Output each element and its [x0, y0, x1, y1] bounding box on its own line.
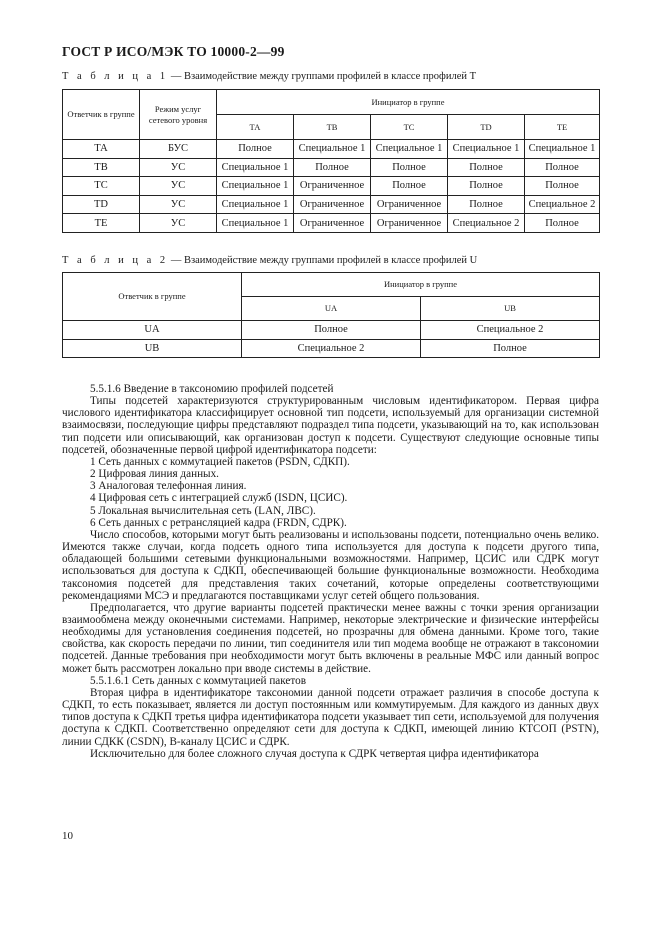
table1-caption-prefix: Т а б л и ц а 1	[62, 71, 169, 82]
table-row	[63, 177, 600, 196]
row-group: ТС	[63, 177, 140, 196]
table-cell: Специальное 1	[371, 140, 448, 159]
table2-initiator-ua: UA	[242, 297, 421, 321]
row-group: UB	[63, 339, 242, 358]
row-mode: УС	[140, 195, 217, 214]
table-cell: Ограниченное	[371, 195, 448, 214]
table-cell: Полное	[371, 158, 448, 177]
table-cell: Полное	[448, 177, 525, 196]
row-group: TD	[63, 195, 140, 214]
table2-initiator-ub: UB	[421, 297, 600, 321]
table-cell: Полное	[525, 177, 600, 196]
table-cell: Полное	[371, 177, 448, 196]
table-cell: Специальное 1	[217, 195, 294, 214]
table-cell: Полное	[421, 339, 600, 358]
paragraph: Число способов, которыми могут быть реализованы и использованы подсети, потенциально очень велико. Имеются также случаи, когда подсеть одного типа используется для доступа к подсети другого типа, обладающей большими сетевыми функциональными возможностями. Например, ЦСИС или СДРК могут использоваться для доступа к СДКП, обеспечивающей большие функциональные возможности. Необходима таксономия подсетей для представления таких сочетаний, которые определены соответствующими рекомендациями МСЭ и предлагаются поставщиками услуг сетей общего пользования.	[62, 528, 599, 602]
list-item: 2 Цифровая линия данных.	[90, 468, 219, 481]
table1-initiator-ta: ТА	[217, 115, 294, 140]
table2	[62, 272, 600, 358]
table-cell: Ограниченное	[294, 177, 371, 196]
table1-header-mode: Режим услуг сетевого уровня	[140, 90, 217, 140]
table-cell: Специальное 1	[217, 214, 294, 233]
table2-caption	[62, 255, 477, 266]
row-mode: УС	[140, 158, 217, 177]
table-cell: Специальное 1	[525, 140, 600, 159]
table1-header-responder: Ответчик в группе	[63, 90, 140, 140]
table-cell: Полное	[448, 158, 525, 177]
paragraph: Исключительно для более сложного случая доступа к СДРК четвертая цифра идентификатора	[90, 747, 539, 760]
table-cell: Специальное 2	[242, 339, 421, 358]
list-item: 5 Локальная вычислительная сеть (LAN, ЛВС).	[90, 504, 316, 517]
row-mode: УС	[140, 214, 217, 233]
table-cell: Специальное 1	[448, 140, 525, 159]
table2-header-initiator: Инициатор в группе	[242, 273, 600, 297]
table1-caption	[62, 71, 476, 82]
table1-initiator-tb: ТВ	[294, 115, 371, 140]
body-text	[62, 383, 599, 760]
list-item: 3 Аналоговая телефонная линия.	[90, 480, 247, 493]
table-row	[63, 214, 600, 233]
table1-initiator-te: ТЕ	[525, 115, 600, 140]
table-row	[63, 321, 600, 340]
table-cell: Специальное 1	[217, 158, 294, 177]
table-row	[63, 339, 600, 358]
row-group: UA	[63, 321, 242, 340]
row-group: ТЕ	[63, 214, 140, 233]
table1-header-initiator: Инициатор в группе	[217, 90, 600, 115]
table-cell: Специальное 2	[421, 321, 600, 340]
table-row	[63, 195, 600, 214]
document-header: ГОСТ Р ИСО/МЭК ТО 10000-2—99	[62, 44, 285, 59]
table-cell: Ограниченное	[294, 195, 371, 214]
table1-initiator-td: TD	[448, 115, 525, 140]
list-item: 6 Сеть данных с ретрансляцией кадра (FRDN, СДРК).	[90, 516, 347, 529]
page-number: 10	[62, 830, 73, 842]
list-item: 4 Цифровая сеть с интеграцией служб (ISDN, ЦСИС).	[90, 492, 348, 505]
table1-initiator-tc: ТС	[371, 115, 448, 140]
row-group: ТВ	[63, 158, 140, 177]
list-item: 1 Сеть данных с коммутацией пакетов (PSDN, СДКП).	[90, 455, 350, 468]
table-cell: Ограниченное	[371, 214, 448, 233]
table-cell: Ограниченное	[294, 214, 371, 233]
table-cell: Специальное 2	[448, 214, 525, 233]
paragraph: Вторая цифра в идентификаторе таксономии данной подсети отражает различия в способе доступа к СДКП, то есть показывает, является ли доступ постоянным или коммутируемым. Для каждого из данных двух типов доступа к СДКП третья цифра идентификатора подсети указывает тип сети, используемой для получения доступа к СДКП. Соответственно определяют сети для доступа к СДКП, имеющей линию КТСОП (PSTN), линии СДКК (CSDN), В-каналу ЦСИС и СДРК.	[62, 686, 599, 748]
table1-caption-text: — Взаимодействие между группами профилей в классе профилей Т	[168, 71, 477, 82]
table-cell: Полное	[525, 214, 600, 233]
table-cell: Полное	[217, 140, 294, 159]
row-mode: БУС	[140, 140, 217, 159]
table-row	[63, 140, 600, 159]
table-cell: Полное	[294, 158, 371, 177]
row-mode: УС	[140, 177, 217, 196]
section-heading-5516: 5.5.1.6 Введение в таксономию профилей подсетей	[90, 383, 334, 395]
table-cell: Специальное 1	[294, 140, 371, 159]
table1	[62, 89, 600, 233]
table-cell: Полное	[448, 195, 525, 214]
table-row	[63, 158, 600, 177]
table-cell: Полное	[525, 158, 600, 177]
paragraph: Предполагается, что другие варианты подсетей практически менее важны с точки зрения организации взаимообмена между оконечными системами. Например, некоторые электрические и физические интерфейсы необходимы для установления соединения подсетей, но прозрачны для обмена данными. Кроме того, такие свойства, как скорость передачи по линии, тип соединителя или тип модема вообще не отражают в таксономии подсетей. Данные требования при необходимости могут быть включены в реальные МФС или данный вопрос может быть рассмотрен локально при вводе системы в действие.	[62, 601, 599, 675]
section-heading-55161: 5.5.1.6.1 Сеть данных с коммутацией пакетов	[90, 674, 307, 687]
paragraph: Типы подсетей характеризуются структурированным числовым идентификатором. Первая цифра числового идентификатора классифицирует основной тип подсети, используемый для организации системной взаимосвязи, последующие цифры представляют подраздел типа подсети, указывающий на то, как использован тип подсети или описывающий, как организован доступ к подсети. Существуют следующие основные типы подсетей, обозначенные первой цифрой идентификатора подсети:	[62, 395, 599, 456]
table2-caption-prefix: Т а б л и ц а 2	[62, 255, 169, 266]
row-group: ТА	[63, 140, 140, 159]
table-cell: Специальное 1	[217, 177, 294, 196]
table-cell: Полное	[242, 321, 421, 340]
table2-header-responder: Ответчик в группе	[63, 273, 242, 321]
table-cell: Специальное 2	[525, 195, 600, 214]
table2-caption-text: — Взаимодействие между группами профилей в классе профилей U	[168, 255, 478, 266]
